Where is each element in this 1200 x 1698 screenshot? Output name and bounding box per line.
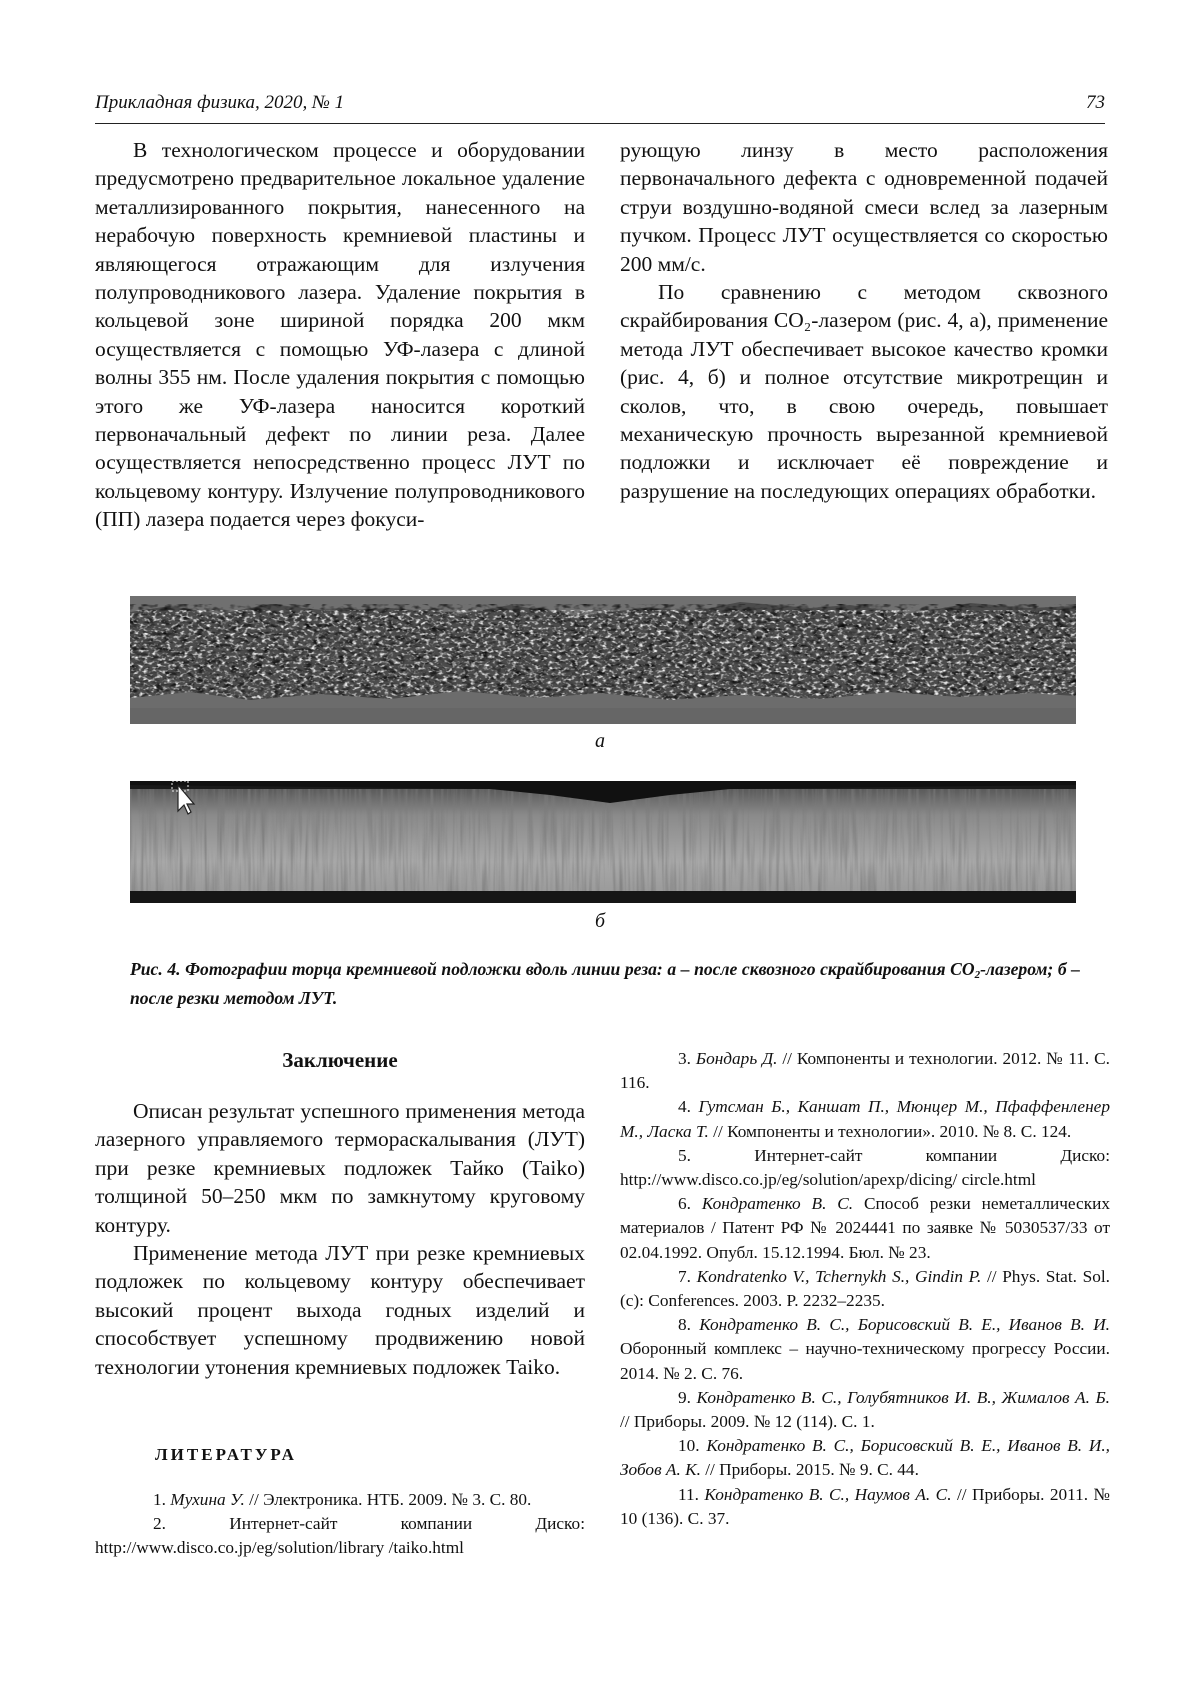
ref-authors: Гутсман Б., Каншат П., Мюнцер М., Пфаффенленер М., Ласка Т. [620, 1097, 1110, 1141]
page-number: 73 [1086, 92, 1105, 113]
ref-text: // Приборы. 2011. № 10 (136). С. 37. [620, 1484, 1110, 1528]
body-left-column [95, 136, 585, 534]
reference-item [620, 1144, 1110, 1192]
references-right [620, 1047, 1110, 1531]
reference-item [95, 1512, 585, 1560]
ref-authors: Кондратенко В. С., Борисовский В. Е., Иванов В. И., Зобов А. К. [620, 1436, 1111, 1480]
ref-number: 11. [678, 1484, 699, 1504]
reference-item [620, 1192, 1110, 1265]
photo-a-label: а [595, 730, 605, 752]
ref-number: 6. [678, 1194, 691, 1214]
ref-authors: Кондратенко В. С. [701, 1194, 854, 1214]
header-rule [95, 123, 1105, 124]
figure-caption [130, 958, 1080, 1010]
ref-text: // Phys. Stat. Sol. (c): Conferences. 2003. P. 2232–2235. [620, 1266, 1110, 1311]
ref-number: 1. [153, 1490, 166, 1509]
photo-a-image [130, 596, 1076, 724]
photo-co2-scribed-edge [130, 596, 1076, 724]
reference-item [620, 1434, 1110, 1482]
journal-title: Прикладная физика, 2020, № 1 [95, 92, 345, 113]
conclusion-paragraph: Описан результат успешного применения метода лазерного управляемого термораскалывания (ЛУТ) при резке кремниевых подложек Тайко (Taiko) толщиной 50–250 мкм по замкнутому круговому контуру. [95, 1099, 585, 1237]
reference-item [620, 1265, 1110, 1313]
ref-text: // Приборы. 2009. № 12 (114). С. 1. [620, 1412, 875, 1432]
reference-item [620, 1483, 1110, 1531]
section-title-conclusion: Заключение [282, 1048, 398, 1072]
ref-number: 2. [153, 1514, 166, 1534]
ref-number: 5. [678, 1145, 691, 1165]
reference-item [620, 1386, 1110, 1434]
body-paragraph: По сравнению с методом сквозного скрайбирования CO₂-лазером (рис. 4, а), применение метода ЛУТ обеспечивает высокое качество кромки (рис. 4, б) и полное отсутствие микротрещин и сколов, что, в свою очередь, повышает механическую прочность вырезанной кремниевой подложки и исключает её повреждение и разрушение на последующих операциях обработки. [620, 280, 1108, 503]
ref-number: 8. [678, 1315, 691, 1335]
running-header [95, 92, 1105, 122]
ref-text: Интернет-сайт компании Диско: http://www.disco.co.jp/eg/solution/library /taiko.html [95, 1514, 586, 1558]
ref-authors: Кондратенко В. С., Борисовский В. Е., Иванов В. И. [699, 1315, 1110, 1335]
references-left [95, 1488, 585, 1561]
ref-text: // Приборы. 2015. № 9. С. 44. [700, 1460, 919, 1480]
conclusion-body [95, 1097, 585, 1381]
ref-text: Способ резки неметаллических материалов / Патент РФ № 2024441 по заявке № 5030537/33 от 02.04.1992. Опубл. 15.12.1994. Бюл. № 23. [620, 1194, 1110, 1262]
body-paragraph: В технологическом процессе и оборудовании предусмотрено предварительное локальное удаление металлизированного покрытия, нанесенного на нерабочую поверхность кремниевой пластины и являющегося отражающим для излучения полупроводникового лазера. Удаление покрытия в кольцевой зоне шириной порядка 200 мкм осуществляется с помощью УФ-лазера с длиной волны 355 нм. После удаления покрытия с помощью этого же УФ-лазера наносится короткий первоначальный дефект по линии реза. Далее осуществляется непосредственно процесс ЛУТ по кольцевому контуру. Излучение полупроводникового (ПП) лазера подается через фокуси- [95, 138, 585, 532]
conclusion-paragraph: Применение метода ЛУТ при резке кремниевых подложек по кольцевому контуру обеспечивает высокий процент выхода годных изделий и способствует успешному продвижению новой технологии утонения кремниевых подложек Taiko. [95, 1241, 585, 1379]
ref-text: // Электроника. НТБ. 2009. № 3. С. 80. [244, 1490, 532, 1509]
ref-text: Оборонный комплекс – научно-техническому прогрессу России. 2014. № 2. С. 76. [620, 1339, 1110, 1383]
ref-number: 4. [678, 1097, 691, 1117]
body-paragraph: рующую линзу в место расположения первоначального дефекта с одновременной подачей струи воздушно-водяной смеси вслед за лазерным пучком. Процесс ЛУТ осуществляется со скоростью 200 мм/с. [620, 138, 1108, 276]
ref-authors: Kondratenko V., Tchernykh S., Gindin P. [696, 1266, 982, 1286]
ref-number: 3. [678, 1049, 691, 1068]
caption-text: Рис. 4. Фотографии торца кремниевой подложки вдоль линии реза: а – после сквозного скрайбирования CO [130, 959, 975, 979]
caption-subscript: 2 [974, 969, 981, 981]
reference-item [95, 1488, 585, 1512]
ref-authors: Бондарь Д. [695, 1049, 778, 1068]
body-right-column [620, 136, 1108, 505]
section-title-literature: ЛИТЕРАТУРА [155, 1445, 297, 1464]
ref-number: 9. [678, 1387, 691, 1407]
ref-authors: Кондратенко В. С., Голубятников И. В., Жималов А. Б. [696, 1387, 1110, 1407]
photo-b-image [130, 781, 1076, 903]
reference-item [620, 1313, 1110, 1386]
ref-number: 10. [678, 1436, 700, 1456]
photo-lut-cut-edge [130, 781, 1076, 903]
ref-authors: Кондратенко В. С., Наумов А. С. [704, 1484, 952, 1504]
ref-text: // Компоненты и технологии. 2012. № 11. С. 116. [620, 1049, 1110, 1093]
ref-text: // Компоненты и технологии». 2010. № 8. С. 124. [708, 1121, 1072, 1141]
reference-item [620, 1095, 1110, 1143]
ref-authors: Мухина У. [170, 1490, 245, 1509]
ref-number: 7. [678, 1266, 691, 1286]
photo-b-label: б [594, 910, 606, 932]
reference-item [620, 1047, 1110, 1095]
ref-text: Интернет-сайт компании Диско: http://www.disco.co.jp/eg/solution/apexp/dicing/ circle.html [620, 1145, 1111, 1190]
caption-text-end: -лазером; б – после резки методом ЛУТ. [130, 959, 1080, 1008]
